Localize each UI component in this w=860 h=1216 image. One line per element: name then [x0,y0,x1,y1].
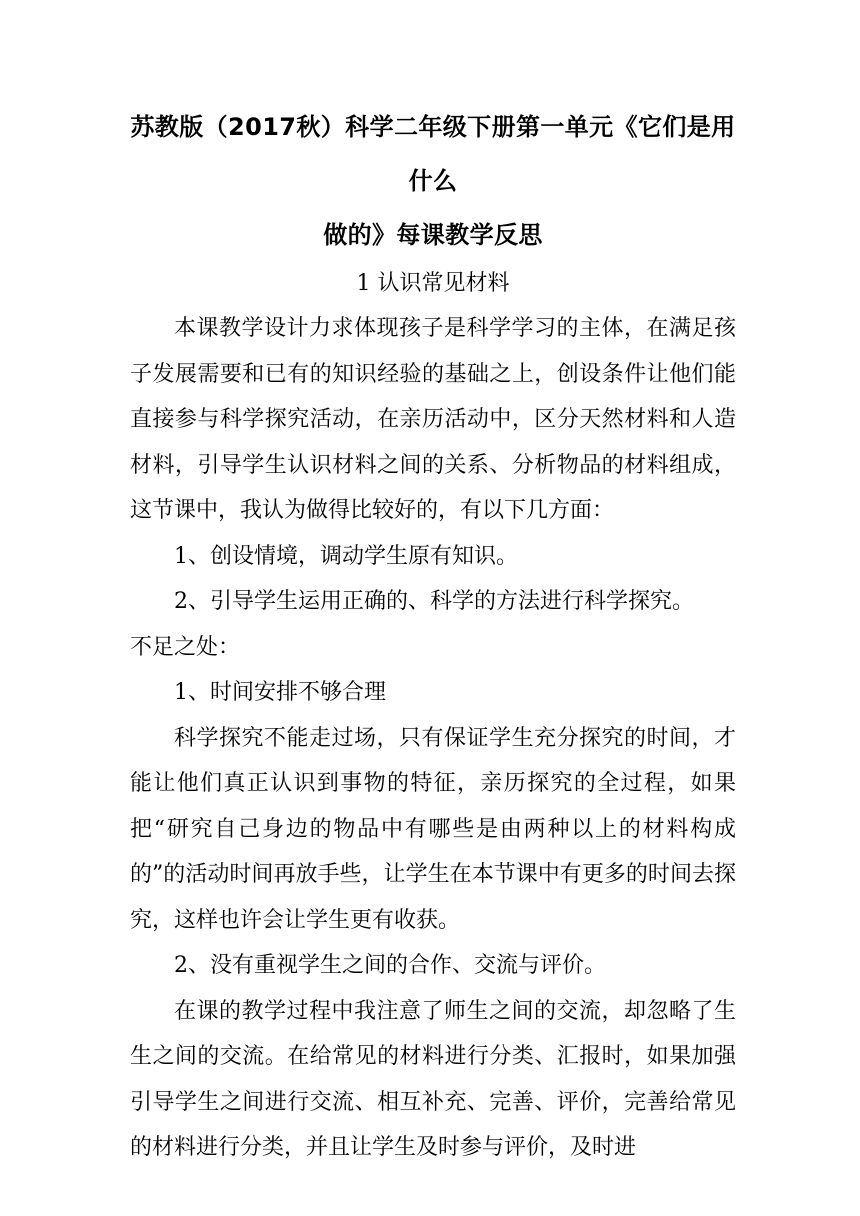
paragraph-point-2: 2、引导学生运用正确的、科学的方法进行科学探究。 [174,589,694,614]
title-line-1: 苏教版（2017秋）科学二年级下册第一单元《它们是用什么 [130,113,736,195]
paragraph-point-1: 1、创设情境，调动学生原有知识。 [174,543,518,569]
title-line-2: 做的》每课教学反思 [323,221,543,249]
paragraph-shortcomings-heading: 不足之处： [130,634,241,660]
paragraph-shortcoming-1-detail: 科学探究不能走过场，只有保证学生充分探究的时间，才能让他们真正认识到事物的特征，亲历探究的全过程，如果把“研究自己身边的物品中有哪些是由两种以上的材料构成的”的活动时间再放手些，让学生在本节课中有更多的时间去探究，这样也许会让学生更有收获。 [130,725,736,933]
paragraph-shortcoming-2-detail: 在课的教学过程中我注意了师生之间的交流，却忽略了生生之间的交流。在给常见的材料进行分类、汇报时，如果加强引导学生之间进行交流、相互补充、完善、评价，完善给常见的材料进行分类，并且让学生及时参与评价，及时进 [130,998,736,1160]
paragraph-shortcoming-2: 2、没有重视学生之间的合作、交流与评价。 [174,953,606,978]
document-title [130,100,736,262]
paragraph-shortcoming-1: 1、时间安排不够合理 [174,680,386,705]
paragraph-intro: 本课教学设计力求体现孩子是科学学习的主体，在满足孩子发展需要和已有的知识经验的基础之上，创设条件让他们能直接参与科学探究活动，在亲历活动中，区分天然材料和人造材料，引导学生认识材料之间的关系、分析物品的材料组成，这节课中，我认为做得比较好的，有以下几方面： [130,316,736,523]
document-page [130,100,736,1171]
lesson-heading: 1 认识常见材料 [356,271,510,296]
